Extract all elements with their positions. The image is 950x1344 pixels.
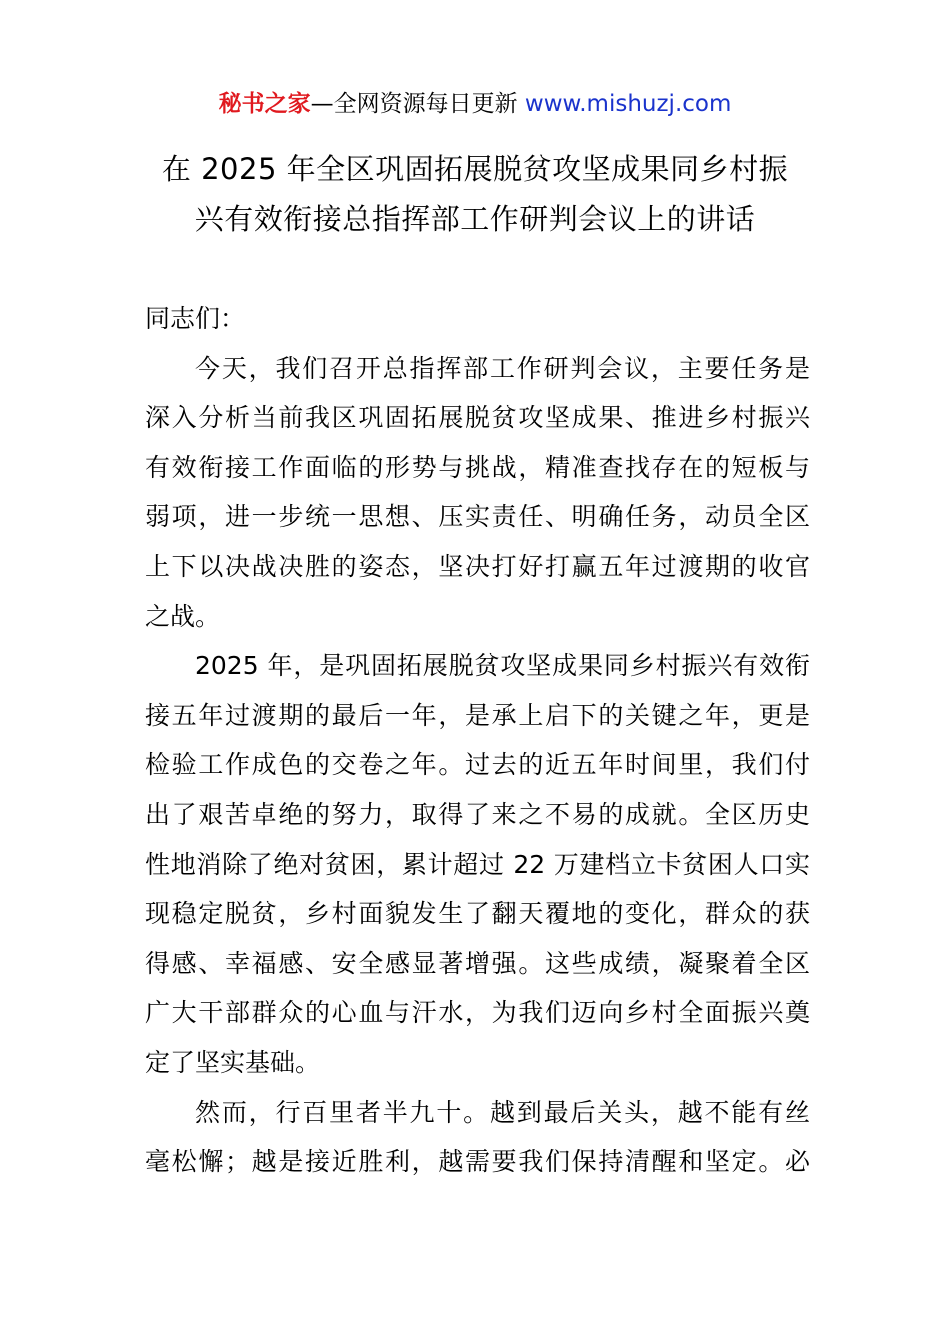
site-url-link[interactable]: www.mishuzj.com (524, 91, 732, 117)
paragraph-line: 得感、幸福感、安全感显著增强。这些成绩，凝聚着全区 (145, 948, 810, 978)
paragraph-line: 出了艰苦卓绝的努力，取得了来之不易的成就。全区历史 (145, 799, 810, 829)
document-title (120, 144, 830, 244)
paragraph-line: 广大干部群众的心血与汗水，为我们迈向乡村全面振兴奠 (145, 998, 810, 1028)
title-line: 在 2025 年全区巩固拓展脱贫攻坚成果同乡村振 (161, 152, 789, 186)
site-header (0, 86, 950, 122)
paragraph-line: 上下以决战决胜的姿态，坚决打好打赢五年过渡期的收官 (145, 551, 810, 581)
paragraph-line: 之战。 (145, 601, 221, 631)
paragraph-line: 现稳定脱贫，乡村面貌发生了翻天覆地的变化，群众的获 (145, 899, 810, 929)
site-brand: 秘书之家 (218, 91, 311, 117)
paragraph-line: 然而，行百里者半九十。越到最后关头，越不能有丝 (195, 1097, 810, 1127)
paragraph-line: 检验工作成色的交卷之年。过去的近五年时间里，我们付 (145, 750, 810, 780)
paragraph-line: 定了坚实基础。 (145, 1047, 321, 1077)
paragraph-line: 深入分析当前我区巩固拓展脱贫攻坚成果、推进乡村振兴 (145, 403, 810, 433)
paragraph-line: 2025 年，是巩固拓展脱贫攻坚成果同乡村振兴有效衔 (195, 651, 810, 681)
salutation: 同志们： (145, 304, 246, 333)
paragraph-line: 有效衔接工作面临的形势与挑战，精准查找存在的短板与 (145, 452, 810, 482)
paragraph-line: 接五年过渡期的最后一年，是承上启下的关键之年，更是 (145, 700, 810, 730)
paragraph-line: 弱项，进一步统一思想、压实责任、明确任务，动员全区 (145, 502, 810, 532)
paragraph-intro (145, 344, 810, 642)
paragraph-line: 性地消除了绝对贫困，累计超过 22 万建档立卡贫困人口实 (145, 849, 810, 879)
site-tagline: —全网资源每日更新 (310, 91, 525, 117)
paragraph-line: 毫松懈；越是接近胜利，越需要我们保持清醒和坚定。必 (145, 1147, 810, 1177)
paragraph-line: 今天，我们召开总指挥部工作研判会议，主要任务是 (195, 353, 810, 383)
title-line: 兴有效衔接总指挥部工作研判会议上的讲话 (194, 202, 756, 236)
paragraph-achievements (145, 641, 810, 1087)
document-body (145, 294, 810, 1187)
paragraph-challenges (145, 1088, 810, 1187)
